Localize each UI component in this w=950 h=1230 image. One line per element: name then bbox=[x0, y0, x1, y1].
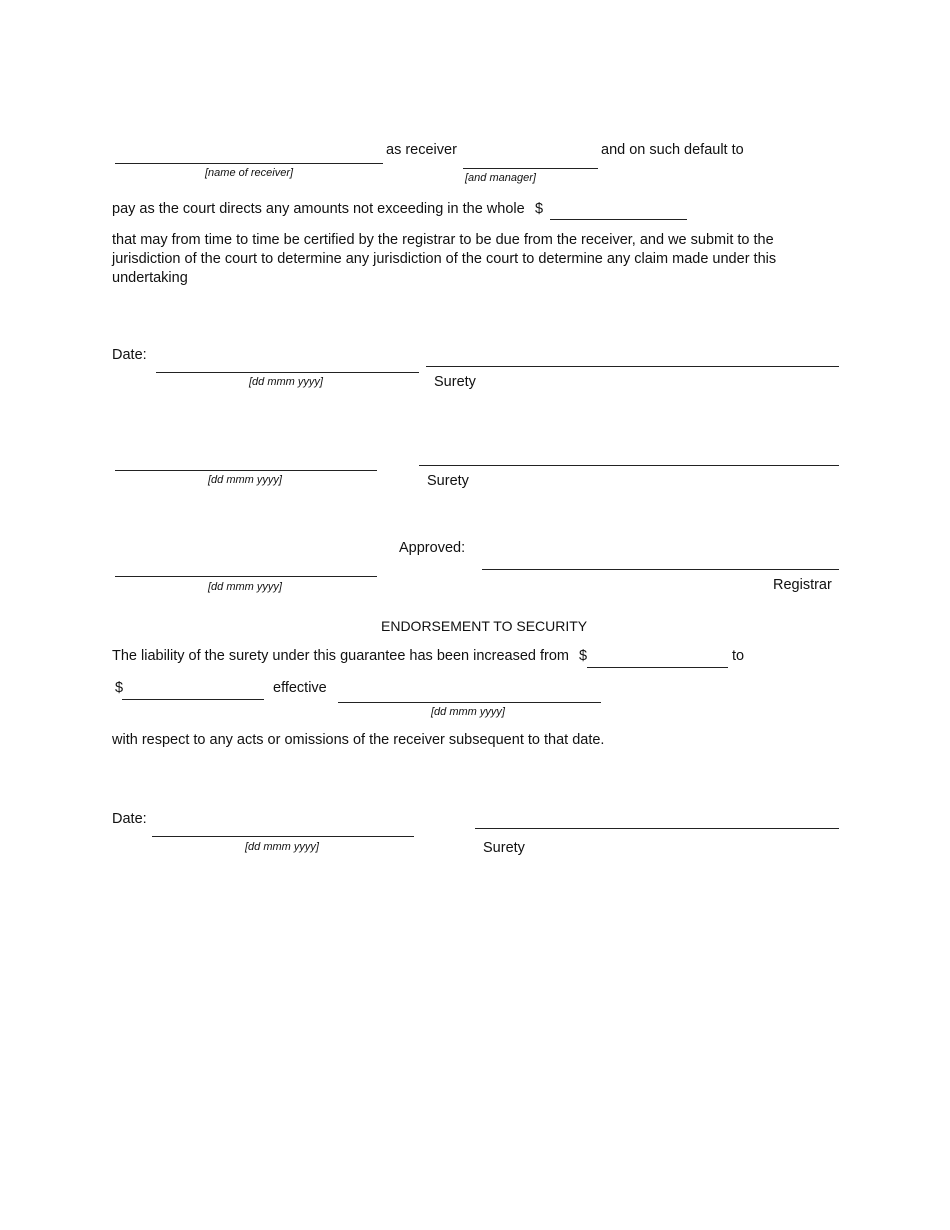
surety-signature-line[interactable] bbox=[426, 366, 839, 367]
date-label: Date: bbox=[112, 347, 147, 363]
pay-as-court-directs-text: pay as the court directs any amounts not exceeding in the whole bbox=[112, 201, 525, 217]
effective-date-line[interactable] bbox=[338, 702, 601, 703]
date-label: Date: bbox=[112, 811, 147, 827]
surety-signature-line[interactable] bbox=[419, 465, 839, 466]
effective-label: effective bbox=[273, 680, 327, 696]
date-format-hint: [dd mmm yyyy] bbox=[431, 706, 505, 718]
and-manager-line[interactable] bbox=[463, 168, 598, 169]
date-line[interactable] bbox=[152, 836, 414, 837]
approval-date-line[interactable] bbox=[115, 576, 377, 577]
registrar-label: Registrar bbox=[773, 577, 832, 593]
to-label: to bbox=[732, 648, 745, 664]
dollar-sign: $ bbox=[579, 648, 588, 664]
date-format-hint: [dd mmm yyyy] bbox=[208, 581, 282, 593]
and-on-such-default-text: and on such default to bbox=[601, 142, 744, 158]
surety-signature-line[interactable] bbox=[475, 828, 839, 829]
from-amount-line[interactable] bbox=[587, 667, 728, 668]
dollar-sign: $ bbox=[535, 201, 544, 217]
surety-label: Surety bbox=[483, 840, 525, 856]
liability-increased-text: The liability of the surety under this guarantee has been increased from bbox=[112, 648, 570, 664]
date-line[interactable] bbox=[156, 372, 419, 373]
dollar-sign: $ bbox=[115, 680, 124, 696]
acts-omissions-text: with respect to any acts or omissions of the receiver subsequent to that date. bbox=[112, 732, 605, 748]
date-format-hint: [dd mmm yyyy] bbox=[208, 474, 282, 486]
date-format-hint: [dd mmm yyyy] bbox=[249, 376, 323, 388]
name-of-receiver-hint: [name of receiver] bbox=[205, 167, 294, 179]
amount-line[interactable] bbox=[550, 219, 687, 220]
to-amount-line[interactable] bbox=[122, 699, 264, 700]
as-receiver-text: as receiver bbox=[386, 142, 457, 158]
receiver-name-line[interactable] bbox=[115, 163, 383, 164]
registrar-signature-line[interactable] bbox=[482, 569, 839, 570]
surety-label: Surety bbox=[427, 473, 469, 489]
approved-label: Approved: bbox=[399, 540, 466, 556]
endorsement-heading: ENDORSEMENT TO SECURITY bbox=[381, 618, 588, 634]
date-format-hint: [dd mmm yyyy] bbox=[245, 841, 319, 853]
date-line[interactable] bbox=[115, 470, 377, 471]
surety-label: Surety bbox=[434, 374, 476, 390]
submit-jurisdiction-paragraph: that may from time to time be certified by the registrar to be due from the receiver, and we submit to the jurisdiction of the court to determine any jurisdiction of the court to determine any claim made under this undertaking bbox=[112, 232, 777, 286]
and-manager-hint: [and manager] bbox=[465, 172, 536, 184]
